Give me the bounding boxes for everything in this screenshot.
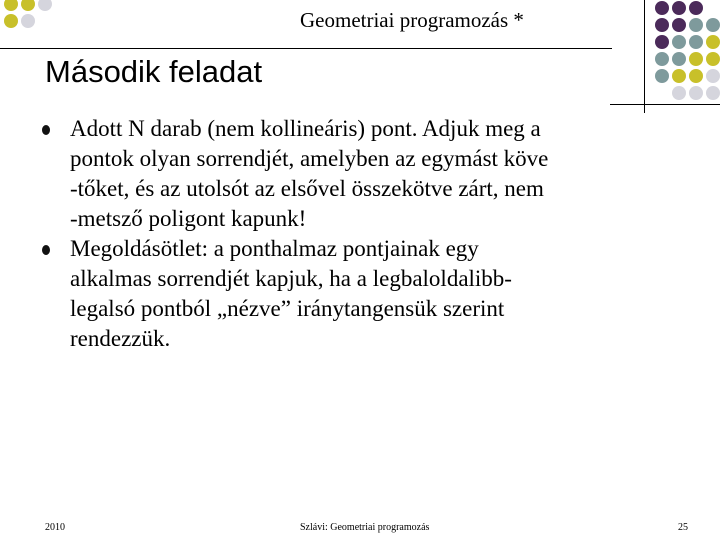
dot: [672, 86, 686, 100]
bullet-line: pontok olyan sorrendjét, amelyben az egymást köve: [70, 146, 549, 171]
dot: [655, 18, 669, 32]
bullet-line: legalsó pontból „nézve” iránytangensük szerint: [70, 296, 505, 321]
dot: [689, 18, 703, 32]
bullet-list: [40, 114, 700, 354]
dot: [655, 69, 669, 83]
bullet-line: rendezzük.: [70, 326, 171, 351]
bullet-line: -metsző poligont kapunk!: [70, 206, 307, 231]
page-number: 25: [678, 522, 688, 533]
bullet-line: -tőket, és az utolsót az elsővel összekötve zárt, nem: [70, 176, 544, 201]
dot: [706, 52, 720, 66]
dot: [672, 18, 686, 32]
dot: [689, 86, 703, 100]
dot: [655, 1, 669, 15]
vertical-divider: [644, 0, 645, 113]
dot: [706, 86, 720, 100]
dot: [655, 35, 669, 49]
bullet-item: [40, 234, 700, 354]
dot: [672, 52, 686, 66]
bullet-item: [40, 114, 700, 234]
dot: [706, 35, 720, 49]
dot: [4, 0, 18, 11]
dot: [21, 14, 35, 28]
corner-divider: [610, 104, 720, 105]
dot: [672, 69, 686, 83]
dot: [689, 1, 703, 15]
dot: [21, 0, 35, 11]
dot: [689, 69, 703, 83]
dot: [4, 14, 18, 28]
bullet-icon: [42, 125, 50, 135]
bullet-line: Adott N darab (nem kollineáris) pont. Adjuk meg a: [70, 116, 541, 141]
header-title: Geometriai programozás *: [300, 8, 524, 32]
bullet-line: alkalmas sorrendjét kapjuk, ha a legbaloldalibb-: [70, 266, 512, 291]
header-divider: [0, 48, 612, 49]
dot: [706, 69, 720, 83]
dot: [38, 0, 52, 11]
dot: [706, 18, 720, 32]
dot: [689, 52, 703, 66]
dot: [672, 35, 686, 49]
dot: [655, 52, 669, 66]
dot: [672, 1, 686, 15]
slide-title: Második feladat: [45, 54, 263, 89]
footer-author-title: Szlávi: Geometriai programozás: [300, 522, 430, 533]
bullet-icon: [42, 245, 50, 255]
dot: [689, 35, 703, 49]
footer-year: 2010: [45, 522, 65, 533]
bullet-line: Megoldásötlet: a ponthalmaz pontjainak egy: [70, 236, 479, 261]
